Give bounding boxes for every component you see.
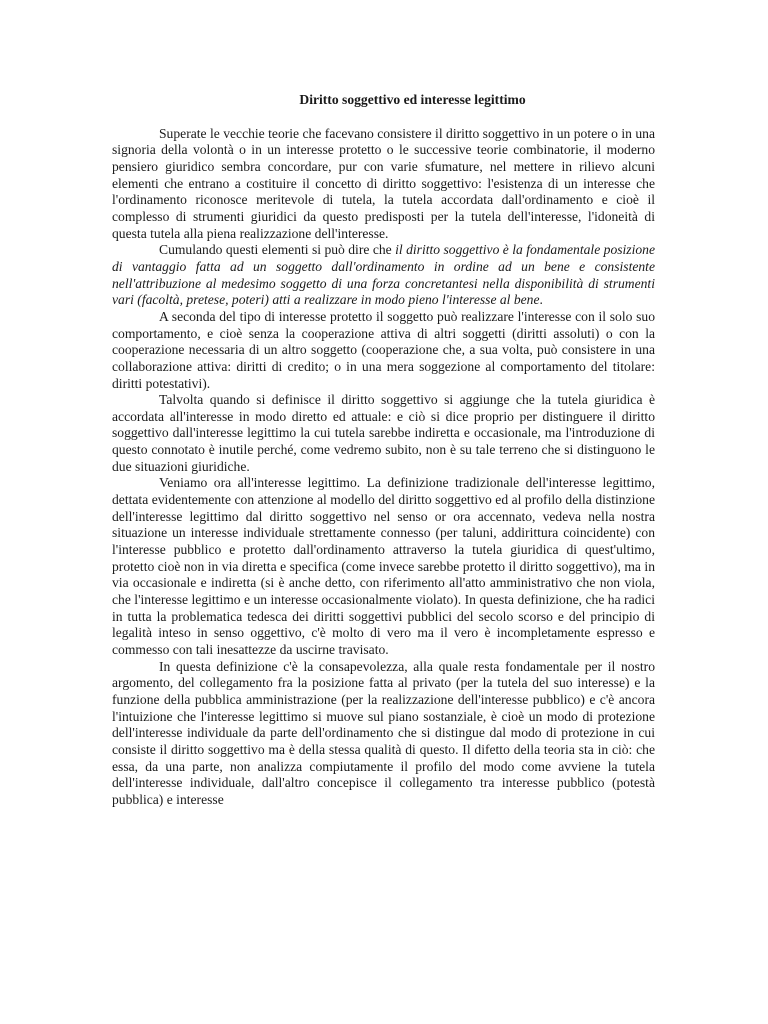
definition-italic: il diritto soggettivo è la fondamentale posizione di vantaggio fatta ad un soggetto dall'ordinamento in ordine ad un bene e consistente nell'attribuzione al medesimo soggetto di una forza concretantesi nella disponibilità di strumenti vari (facoltà, pretese, poteri) atti a realizzare in modo pieno l'interesse al bene xyxy=(112,242,656,308)
paragraph-2-end: . xyxy=(539,292,543,308)
paragraph-5: Veniamo ora all'interesse legittimo. La definizione tradizionale dell'interesse legittimo, dettata evidentemente con attenzione al modello del diritto soggettivo ed al profilo della distinzione dell'interesse legittimo dal diritto soggettivo nel senso or ora accennato, vedeva nella nostra situazione un interesse individuale strettamente connesso (per taluni, addirittura coincidente) con l'interesse pubblico e protetto dall'ordinamento attraverso la tutela giuridica di quest'ultimo, protetto cioè non in via diretta e specifica (come invece sarebbe protetto il diritto soggettivo), ma in via occasionale e indiretta (si è anche detto, con riferimento all'atto amministrativo che non viola, che l'interesse legittimo e un interesse occasionalmente violato). In questa definizione, che ha radici in tutta la problematica tedesca dei diritti soggettivi pubblici del secolo scorso e del principio di legalità inteso in senso oggettivo, c'è molto di vero ma il vero è incompletamente espresso e commesso con tali inesattezze da uscirne travisato. xyxy=(112,475,655,657)
paragraph-2-lead: Cumulando questi elementi si può dire che xyxy=(159,242,396,258)
paragraph-1: Superate le vecchie teorie che facevano consistere il diritto soggettivo in un potere o in una signoria della volontà o in un interesse protetto o le successive teorie combinatorie, il moderno pensiero giuridico sembra concordare, pur con varie sfumature, nel mettere in rilievo alcuni elementi che entrano a costituire il concetto di diritto soggettivo: l'esistenza di un interesse che l'ordinamento riconosce meritevole di tutela, la tutela accordata dall'ordinamento e cioè il complesso di strumenti giuridici da questo predisposti per la tutela dell'interesse, l'idoneità di questa tutela alla piena realizzazione dell'interesse. xyxy=(112,125,655,241)
paragraph-2 xyxy=(112,242,655,309)
paragraph-3: A seconda del tipo di interesse protetto il soggetto può realizzare l'interesse con il solo suo comportamento, e cioè senza la cooperazione attiva di altri soggetti (diritti assoluti) o con la cooperazione necessaria di un altro soggetto (cooperazione che, a sua volta, può consistere in una collaborazione attiva: diritti di credito; o in una mera soggezione al comportamento del titolare: diritti potestativi). xyxy=(112,308,655,391)
document-title: Diritto soggettivo ed interesse legittimo xyxy=(299,92,526,107)
document-body xyxy=(112,92,655,809)
paragraph-6: In questa definizione c'è la consapevolezza, alla quale resta fondamentale per il nostro argomento, del collegamento fra la posizione fatta al privato (per la tutela del suo interesse) e la funzione della pubblica amministrazione (per la realizzazione dell'interesse pubblico) e c'è ancora l'intuizione che l'interesse legittimo si muove sul piano sostanziale, è cioè un modo di protezione dell'interesse individuale da parte dell'ordinamento che si distingue dal modo di protezione in cui consiste il diritto soggettivo ma è della stessa qualità di questo. Il difetto della teoria sta in ciò: che essa, da una parte, non analizza compiutamente il profilo del modo come avviene la tutela dell'interesse individuale, dall'altro concepisce il collegamento tra interesse pubblico (potestà pubblica) e interesse xyxy=(112,658,655,807)
paragraph-4: Talvolta quando si definisce il diritto soggettivo si aggiunge che la tutela giuridica è accordata all'interesse in modo diretto ed attuale: e ciò si dice proprio per distinguere il diritto soggettivo dall'interesse legittimo la cui tutela sarebbe indiretta e occasionale, ma l'introduzione di questo connotato è inutile perché, come vedremo subito, non è su tale terreno che si distinguono le due situazioni giuridiche. xyxy=(112,392,655,474)
